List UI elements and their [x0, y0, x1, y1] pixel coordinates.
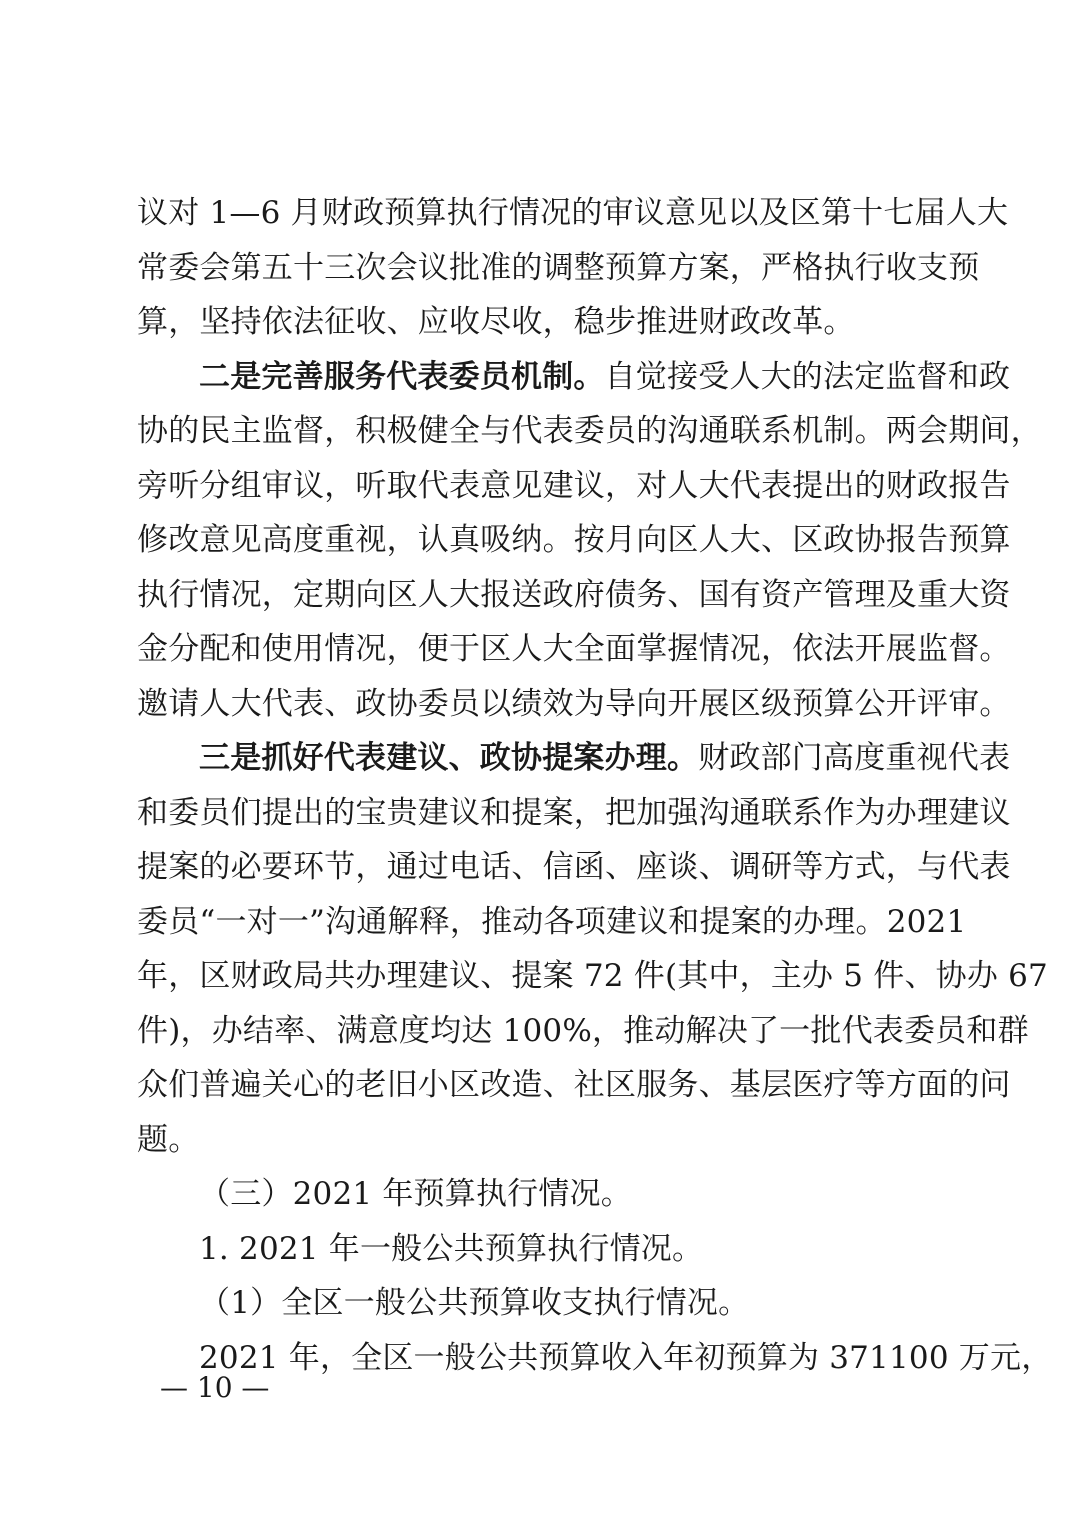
text-line: 算，坚持依法征收、应收尽收，稳步推进财政改革。 [137, 304, 855, 340]
text-line: 金分配和使用情况，便于区人大全面掌握情况，依法开展监督。 [137, 631, 1011, 667]
text-line: 年，区财政局共办理建议、提案 72 件(其中，主办 5 件、协办 67 [137, 958, 1048, 994]
section-heading: （三）2021 年预算执行情况。 [199, 1176, 632, 1212]
text-line: 委员“一对一”沟通解释，推动各项建议和提案的办理。2021 [137, 903, 967, 940]
text-line: 执行情况，定期向区人大报送政府债务、国有资产管理及重大资 [137, 576, 1011, 613]
text-line: 修改意见高度重视，认真吸纳。按月向区人大、区政协报告预算 [137, 522, 1011, 558]
text-line: 和委员们提出的宝贵建议和提案，把加强沟通联系作为办理建议 [137, 794, 1011, 831]
text-line: 议对 1—6 月财政预算执行情况的审议意见以及区第十七届人大 [137, 195, 1009, 231]
text-line: 件)，办结率、满意度均达 100%，推动解决了一批代表委员和群 [137, 1012, 1029, 1049]
text-line [137, 350, 1011, 405]
text-line: 提案的必要环节，通过电话、信函、座谈、调研等方式，与代表 [137, 849, 1011, 885]
text-line: 题。 [137, 1121, 200, 1158]
text-line [137, 731, 1011, 786]
subsection-heading: 1. 2021 年一般公共预算执行情况。 [199, 1230, 704, 1267]
text-line: 邀请人大代表、政协委员以绩效为导向开展区级预算公开评审。 [137, 685, 1011, 722]
text-line: 众们普遍关心的老旧小区改造、社区服务、基层医疗等方面的问 [137, 1067, 1011, 1103]
text-line: 2021 年，全区一般公共预算收入年初预算为 371100 万元， [199, 1339, 1053, 1376]
text-line: 协的民主监督，积极健全与代表委员的沟通联系机制。两会期间， [137, 413, 1042, 449]
text-line: 常委会第五十三次会议批准的调整预算方案，严格执行收支预 [137, 249, 980, 286]
subsection-heading: （1）全区一般公共预算收支执行情况。 [199, 1285, 750, 1321]
paragraph-lead-heading: 三是抓好代表建议、政协提案办理。 [199, 740, 699, 776]
text-line: 旁听分组审议，听取代表意见建议，对人大代表提出的财政报告 [137, 467, 1011, 504]
paragraph-text: 自觉接受人大的法定监督和政 [604, 358, 1011, 395]
body-text [137, 186, 1053, 1385]
page-number: — 10 — [160, 1371, 270, 1404]
paragraph-lead-heading: 二是完善服务代表委员机制。 [199, 358, 605, 395]
paragraph-text: 财政部门高度重视代表 [698, 740, 1011, 776]
